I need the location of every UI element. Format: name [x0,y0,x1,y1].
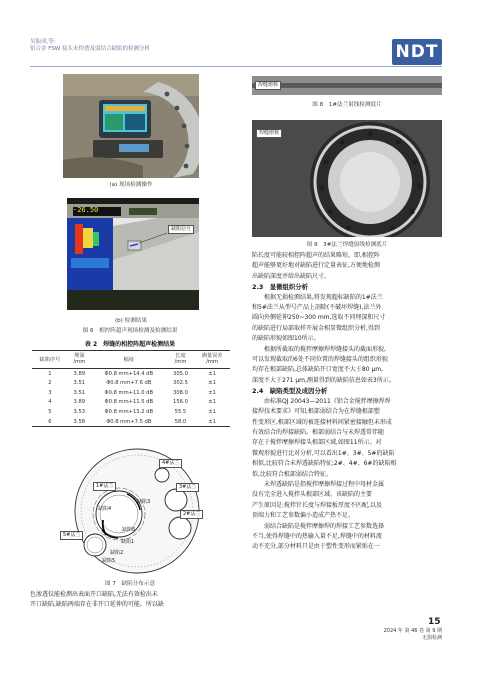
table2-header-cell: 缺陷序号 [32,351,68,369]
fig6b-label: 缺陷信号 [168,225,194,234]
paragraph [252,293,442,345]
text-line: 产生原因是:搅拌针长度与焊接板厚度不匹配,以及 [252,501,382,509]
text-line: 的缺陷进行局部取样开展金相显微组织分析,得到 [252,324,380,332]
paragraph [252,345,442,387]
paragraph [252,522,442,553]
table-cell: 3.53 [73,408,86,415]
table-cell: 2 [48,380,52,387]
table-row [32,407,230,417]
fig7-defect-1: 缺陷1 [121,539,135,545]
fig8-caption: 图 8 1#法兰射线检测底片 [312,102,382,108]
table-cell: ±1 [208,399,216,406]
table-row [32,378,230,388]
footer-info [330,628,442,642]
text-line: 似,比较符合根部弱结合特征。 [252,470,332,478]
table-cell: ±1 [208,389,216,396]
table2 [32,350,230,427]
header-authors: 吴振成,等: [30,39,56,45]
paragraph [252,480,442,522]
table-cell: 3 [48,389,52,396]
table-cell: 58.0 [167,417,194,427]
footer-issue: 2024 年 第 46 卷 第 9 期 [383,628,442,634]
footer-journal: 无损检测 [421,635,442,641]
fig7-diagram [58,448,216,576]
text-line: 性变形区,根部区域的被连接材料间紧密接触但未形成 [252,418,392,426]
text-line: 顶端力和工艺参数偏小造成产热不足。 [252,512,355,520]
fig7-defect-2: 缺陷2 [110,550,124,556]
text-line: 接焊技术要求》可知,根部弱结合为在焊缝根部塑 [252,408,380,416]
text-line: 未焊透缺陷是指搅拌摩擦焊接过程中母材金属 [264,480,385,488]
table-cell: Φ0.8 mm+7.5 dB [91,417,167,427]
text-line: 动不充分,部分材料只是由于塑性变形而紧贴在一 [252,543,380,551]
section-heading: 2.4 缺陷类型及成因分析 [252,387,328,396]
table-cell: ±1 [208,380,216,387]
paragraph [252,397,442,480]
table2-header-row [32,351,230,369]
header-rule [30,66,442,67]
table-cell: 3.51 [73,389,86,396]
text-line: 可以发现截取的6处不同位置的焊缝接头的组织形貌 [252,356,388,364]
fig7-defect-3: 缺陷3 [137,499,151,505]
paragraph [252,251,442,282]
table2-title: 表 2 焊缝的相控阵超声检测结果 [84,341,176,348]
fig6b-readout: -26.50 [73,206,99,214]
table-cell: 3.89 [73,399,86,406]
text-line: 不当,使得焊缝中的热输入量不足,焊缝中的材料流 [252,532,382,540]
table-cell: ±1 [194,417,230,427]
text-line: 由标准QJ 20043—2011《铝合金搅拌摩擦焊焊 [264,397,391,405]
text-line: 没有完全进入搅拌头根部区域。该缺陷的主要 [252,491,373,499]
fig6b-image [67,198,199,310]
text-line: 根据无损检测结果,将发现超标缺陷的1#法兰 [264,293,383,301]
table-cell: ±1 [208,370,216,377]
table-cell: 156.0 [173,399,188,406]
fig7-label-3: 3#法兰 [176,483,199,492]
text-line: 根据所截取的搅拌摩擦焊焊缝接头的截面形貌, [264,345,386,353]
text-line: 弱结合缺陷是搅拌摩擦焊的焊接工艺参数选择 [264,522,385,530]
fig6a-scene [63,74,199,178]
fig7-caption: 图 7 缺陷分布示意 [104,581,156,587]
page-number: 15 [428,617,441,627]
text-line: 的缺陷形貌如图10所示。 [252,335,320,343]
fig6a-caption: (a) 现场检测操作 [109,182,153,188]
fig8-label: 焊缝熔核 [255,81,281,90]
text-line: 和5#法兰从型号产品上剖除(不破坏焊缝),法兰外 [252,304,382,312]
table-cell: 5 [48,408,52,415]
table2-header-cell: 埋深 /mm [68,351,91,369]
fig7-label-1: 1#法兰 [93,482,116,491]
table-cell: 1 [48,370,52,377]
table-cell: Φ0.8 mm+11.0 dB [104,389,154,396]
fig7-label-5: 5#法兰 [60,531,83,540]
section-heading: 2.3 显微组织分析 [252,283,309,292]
table-cell: 4 [48,399,52,406]
text-line: 相似,比较符合未焊透缺陷特征;2#、4#、6#的缺陷相 [252,460,397,468]
table-row [32,388,230,398]
fig6a-photo [63,74,199,178]
text-line: 微观形貌进行比对分析,可以看出1#、3#、5#的缺陷 [252,449,395,457]
fig7-defect-4: 缺陷4 [98,506,112,512]
table2-header-cell: 长度 /mm [167,351,194,369]
table-cell: 6 [32,417,68,427]
table-cell: 308.0 [173,389,188,396]
text-line: 开口缺陷,缺陷两端存在非开口延伸的可能。所以缺 [30,601,164,609]
text-line: 存在于搅拌摩擦焊接头根部区域,如图11所示。对 [252,439,382,447]
fig7-defect-6: 缺陷6 [122,527,136,533]
right-column [252,251,442,553]
header-title: 铝合金 FSW 接头未焊透及弱结合缺陷的检测分析 [30,46,150,52]
table-cell: 302.5 [173,380,188,387]
text-line: 有效结合的焊接缺陷。根部弱结合与未焊透常伴随 [252,428,385,436]
fig7-label-4: 4#法兰 [159,459,182,468]
fig9-caption: 图 9 3#法兰焊缝射线检测底片 [306,242,388,248]
fig6b-caption: (b) 检测结果 [114,318,148,324]
table-cell: 55.5 [174,408,187,415]
table-cell: Φ0.8 mm+13.2 dB [104,408,154,415]
journal-logo: NDT [392,39,442,65]
fig9-label: 焊缝熔核 [256,129,282,138]
table-cell: Φ0.8 mm+7.6 dB [106,380,152,387]
table-cell: 305.0 [173,370,188,377]
table2-header-cell: 幅度 [91,351,167,369]
table-row [32,417,230,427]
table-cell: 3.58 [68,417,91,427]
table-cell: Φ0.8 mm+14.4 dB [104,370,154,377]
table-cell: 3.89 [73,370,86,377]
fig6b-scan [67,198,199,310]
text-line: 色渗透仪能检测出表面开口缺陷,无法有效检出未 [30,591,158,598]
table-cell: ±1 [208,408,216,415]
fig9-radiograph [252,120,442,237]
fig7-defect-5: 缺陷5 [102,558,116,564]
table2-header-cell: 测量误差 /mm [194,351,230,369]
left-paragraph [30,590,230,611]
running-header [30,39,150,53]
text-line: 圆向外侧延伸250~300 mm,选取不同埋深和尺寸 [252,314,386,322]
table-cell: Φ0.8 mm+11.5 dB [104,399,154,406]
table-row [32,398,230,408]
text-line: 深度不大于271 μm,测量得到的缺陷信息如表3所示。 [252,376,395,384]
fig6-caption: 图 6 相控阵超声现场检测及检测结果 [82,328,178,334]
text-line: 超声能够更好地对缺陷进行定量表征,方便地检测 [252,262,380,270]
text-line: 出缺陷深度并给出缺陷尺寸。 [252,272,331,280]
table-cell: 3.51 [73,380,86,387]
text-line: 陷长度可能较相控阵超声的结果略短。即,相控阵 [252,252,380,259]
fig7-label-2: 2#法兰 [180,510,203,519]
table-row [32,368,230,378]
text-line: 均存在根部缺陷,总体缺陷开口宽度不大于80 μm, [252,366,384,374]
fig8-radiograph [252,76,442,95]
